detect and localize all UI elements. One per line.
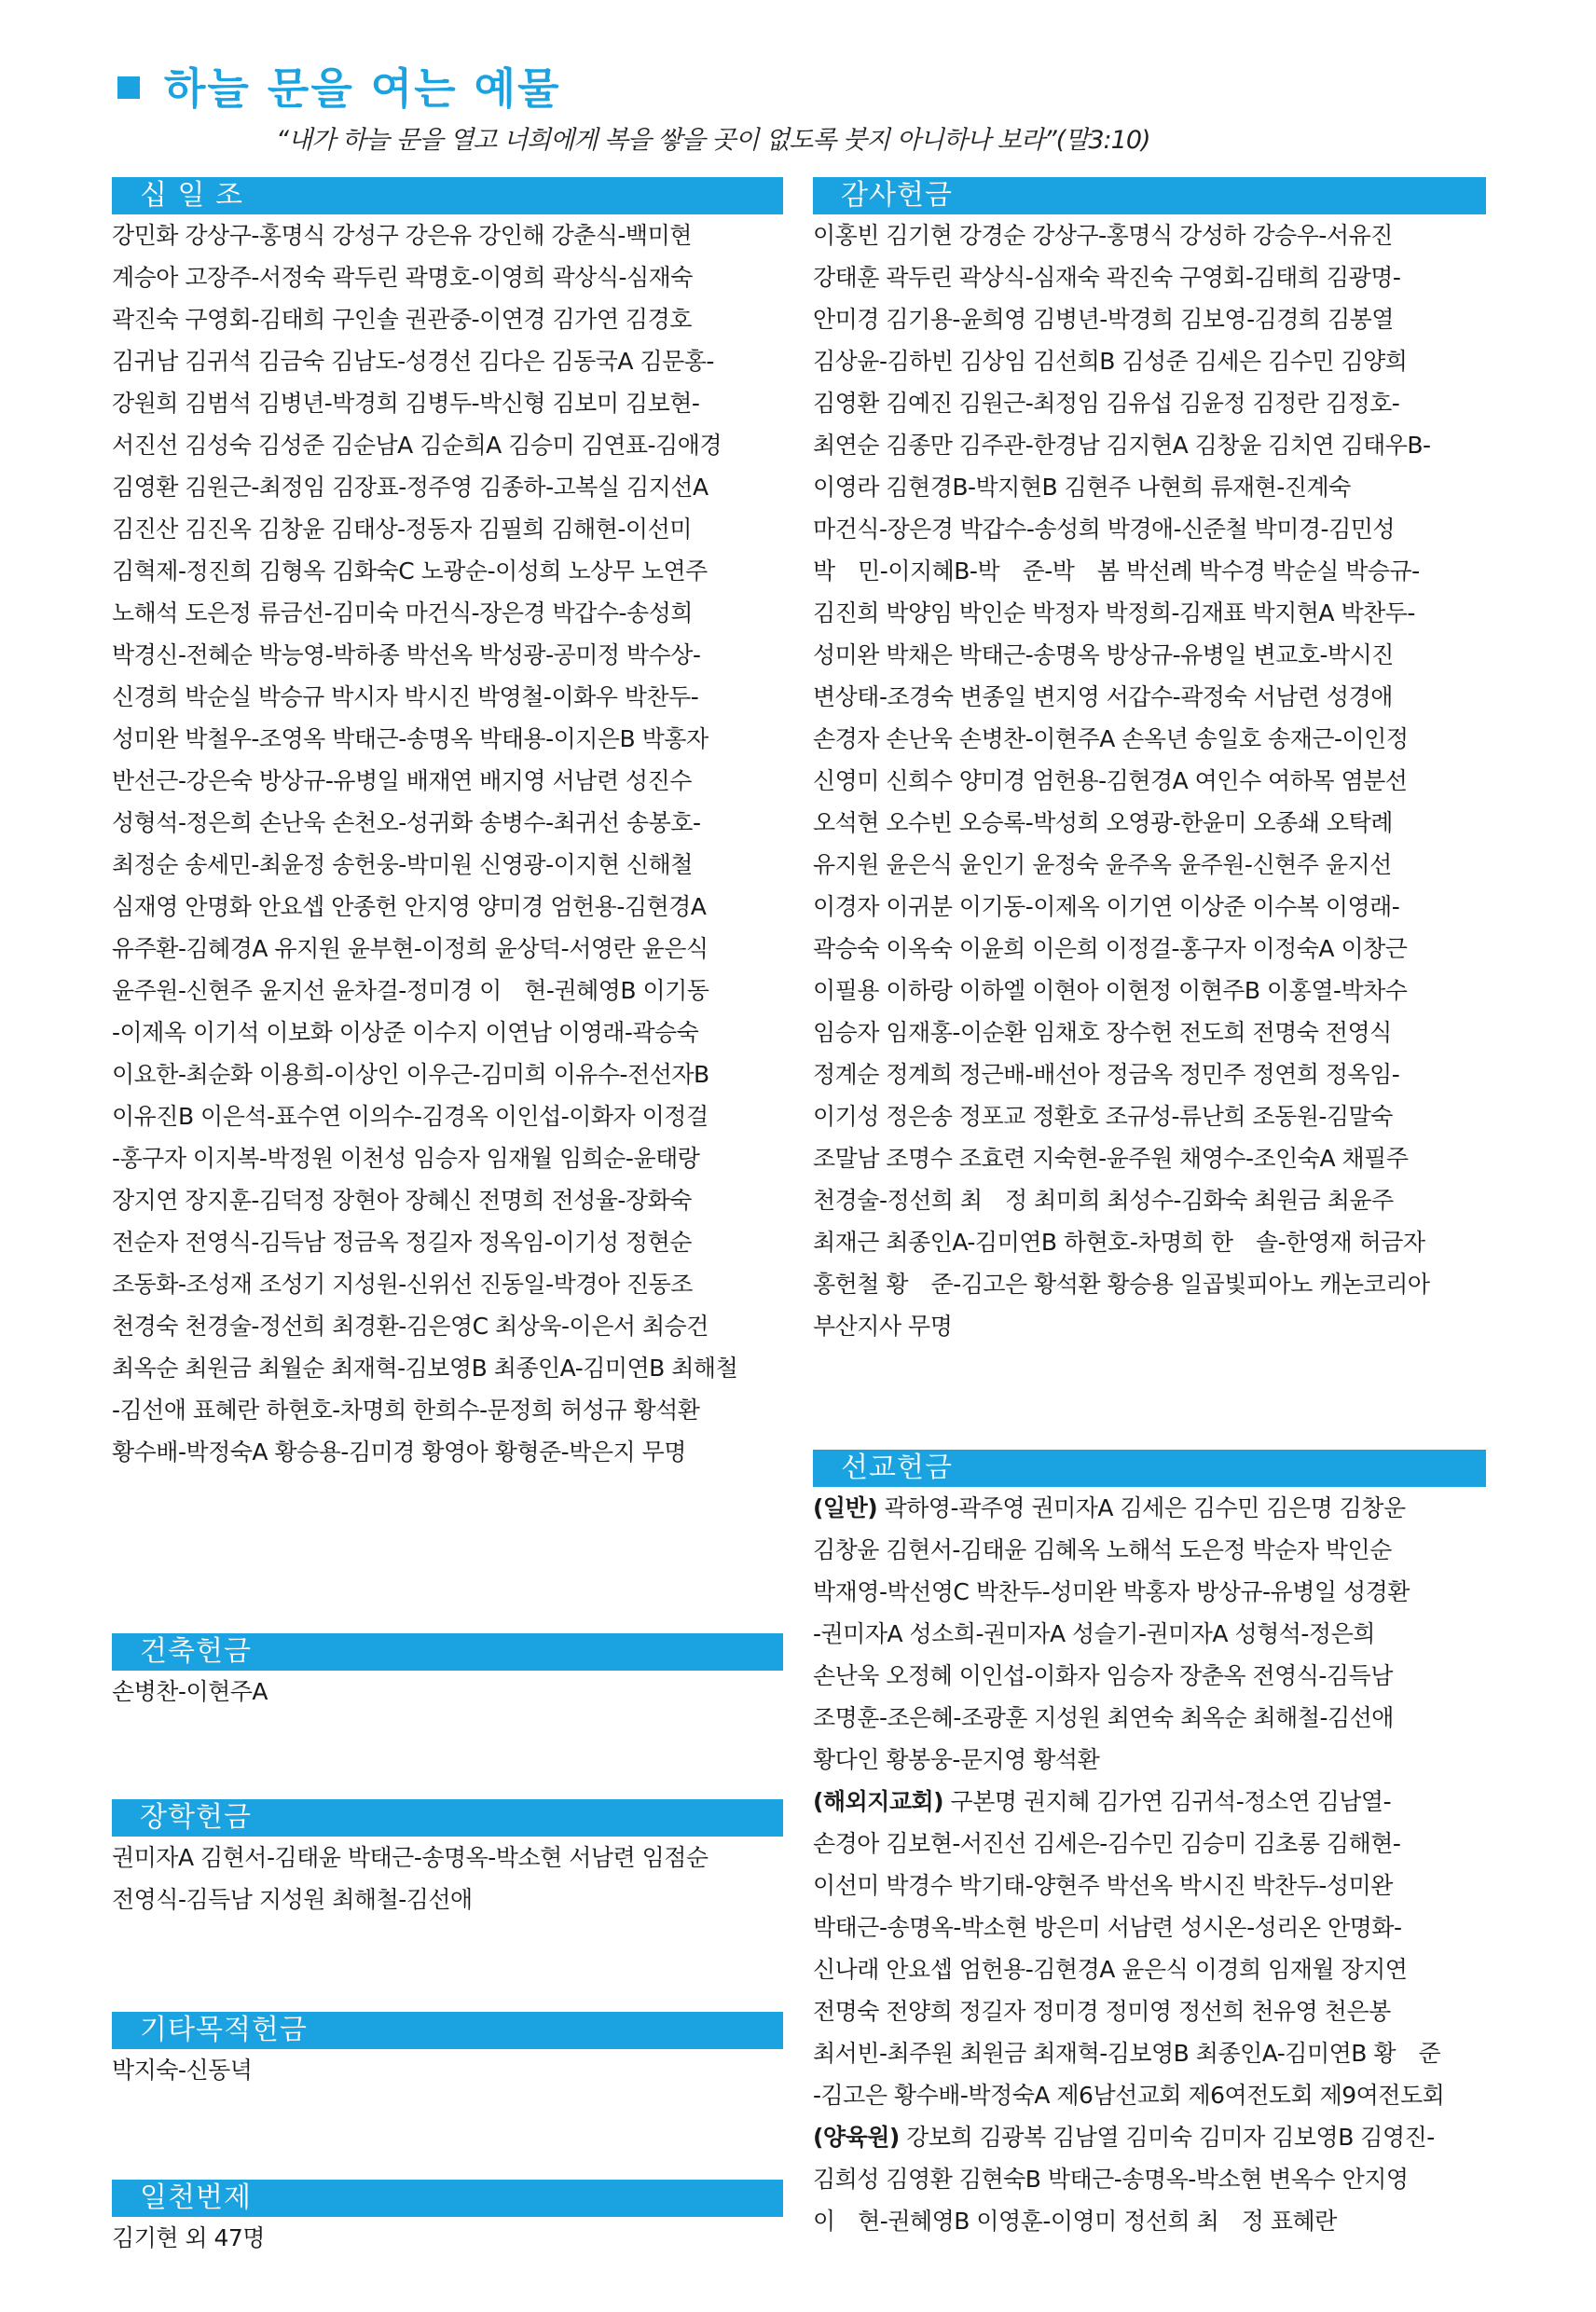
name-line: 최재근 최종인A-김미연B 하현호-차명희 한 솔-한영재 허금자 <box>813 1229 1425 1256</box>
name-list-thousand <box>112 2217 783 2259</box>
name-line: 김기현 외 47명 <box>112 2224 265 2251</box>
section-title-thousand: 일천번제 <box>112 2180 783 2217</box>
name-list-tithe <box>112 214 783 1473</box>
name-line: 정계순 정계희 정근배-배선아 정금옥 정민주 정연희 정옥임- <box>813 1061 1400 1088</box>
name-line: 심재영 안명화 안요셉 안종헌 안지영 양미경 엄헌용-김현경A <box>112 893 707 920</box>
category-tag: (양육원) <box>813 2124 900 2151</box>
name-line: 임승자 임재홍-이순환 임채호 장수헌 전도희 전명숙 전영식 <box>813 1019 1392 1046</box>
name-line <box>813 1865 1486 1906</box>
name-line: 박경신-전혜순 박능영-박하종 박선옥 박성광-공미정 박수상- <box>112 641 701 668</box>
name-line: 윤주원-신현주 윤지선 윤차걸-정미경 이 현-권혜영B 이기동 <box>112 977 709 1004</box>
name-line: 최옥순 최원금 최월순 최재혁-김보영B 최종인A-김미연B 최해철 <box>112 1355 738 1382</box>
name-line: 이필용 이하랑 이하엘 이현아 이현정 이현주B 이홍열-박차수 <box>813 977 1408 1004</box>
name-line: 손경자 손난욱 손병찬-이현주A 손옥년 송일호 송재근-이인정 <box>813 725 1409 752</box>
name-line: 김영환 김원근-최정임 김장표-정주영 김종하-고복실 김지선A <box>112 474 709 501</box>
name-line: 마건식-장은경 박갑수-송성희 박경애-신준철 박미경-김민성 <box>813 516 1396 543</box>
name-list-mission <box>813 1487 1486 2242</box>
name-line <box>813 2200 1486 2242</box>
name-line: 천경숙 천경술-정선희 최경환-김은영C 최상욱-이은서 최승건 <box>112 1313 709 1340</box>
name-line: 박지숙-신동녁 <box>112 2057 253 2084</box>
name-text: 박재영-박선영C 박찬두-성미완 박홍자 방상규-유병일 성경환 <box>813 1578 1410 1605</box>
name-line: 황수배-박정숙A 황승용-김미경 황영아 황형준-박은지 무명 <box>112 1438 686 1466</box>
name-text: 신나래 안요셉 엄헌용-김현경A 윤은식 이경희 임재월 장지연 <box>813 1956 1408 1983</box>
name-line <box>813 2032 1486 2074</box>
name-line: 오석현 오수빈 오승록-박성희 오영광-한윤미 오종쇄 오탁례 <box>813 809 1393 836</box>
name-line <box>813 1529 1486 1571</box>
category-tag: (일반) <box>813 1494 878 1521</box>
name-line: 성미완 박채은 박태근-송명옥 방상규-유병일 변교호-박시진 <box>813 641 1394 668</box>
name-line: -이제옥 이기석 이보화 이상준 이수지 이연남 이영래-곽승숙 <box>112 1019 699 1046</box>
name-line <box>813 1906 1486 1948</box>
name-line: 반선근-강은숙 방상규-유병일 배재연 배지영 서남련 성진수 <box>112 767 692 794</box>
name-line: 최정순 송세민-최윤정 송헌웅-박미원 신영광-이지현 신해철 <box>112 851 693 878</box>
name-line: 서진선 김성숙 김성준 김순남A 김순희A 김승미 김연표-김애경 <box>112 432 722 459</box>
section-title-scholarship: 장학헌금 <box>112 1799 783 1837</box>
name-text: 황다인 황봉웅-문지영 황석환 <box>813 1746 1100 1773</box>
name-line: 안미경 김기용-윤희영 김병년-박경희 김보영-김경희 김봉열 <box>813 306 1394 333</box>
section-thousand <box>112 2180 783 2259</box>
name-line <box>813 1990 1486 2032</box>
name-line: 김영환 김예진 김원근-최정임 김유섭 김윤정 김정란 김정호- <box>813 390 1400 417</box>
name-list-scholarship <box>112 1837 783 1920</box>
name-line: 강원희 김범석 김병년-박경희 김병두-박신형 김보미 김보현- <box>112 390 700 417</box>
name-line: 계승아 고장주-서정숙 곽두린 곽명호-이영희 곽상식-심재숙 <box>112 264 693 291</box>
page-title: 하늘 문을 여는 예물 <box>164 63 561 114</box>
name-line <box>813 1655 1486 1697</box>
name-line: 부산지사 무명 <box>813 1313 953 1340</box>
section-title-other: 기타목적헌금 <box>112 2012 783 2049</box>
name-line: 이홍빈 김기현 강경순 강상구-홍명식 강성하 강승우-서유진 <box>813 222 1393 249</box>
name-text: -김고은 황수배-박정숙A 제6남선교회 제6여전도회 제9여전도회 <box>813 2082 1445 2109</box>
name-line <box>813 1613 1486 1655</box>
name-line: -김선애 표혜란 하현호-차명희 한희수-문정희 허성규 황석환 <box>112 1397 700 1424</box>
name-line: 김진희 박양임 박인순 박정자 박정희-김재표 박지현A 박찬두- <box>813 599 1415 626</box>
name-line: 권미자A 김현서-김태윤 박태근-송명옥-박소현 서남련 임점순 <box>112 1844 709 1871</box>
section-title-tithe: 십 일 조 <box>112 177 783 214</box>
name-line <box>813 1948 1486 1990</box>
name-text: 이 현-권혜영B 이영훈-이영미 정선희 최 정 표혜란 <box>813 2208 1337 2235</box>
name-line: 이기성 정은송 정포교 정환호 조규성-류난희 조동원-김말숙 <box>813 1103 1393 1130</box>
name-line: 성미완 박철우-조영옥 박태근-송명옥 박태용-이지은B 박홍자 <box>112 725 709 752</box>
name-line: 강태훈 곽두린 곽상식-심재숙 곽진숙 구영회-김태희 김광명- <box>813 264 1401 291</box>
name-line <box>813 1487 1486 1529</box>
name-text: 곽하영-곽주영 권미자A 김세은 김수민 김은명 김창운 <box>877 1494 1406 1521</box>
name-line <box>813 1781 1486 1823</box>
name-line: 김상윤-김하빈 김상임 김선희B 김성준 김세은 김수민 김양희 <box>813 348 1408 375</box>
name-text: 김창윤 김현서-김태윤 김혜옥 노해석 도은정 박순자 박인순 <box>813 1536 1392 1563</box>
name-line <box>813 1739 1486 1781</box>
name-line <box>813 1823 1486 1865</box>
section-tithe <box>112 177 783 1473</box>
page-header <box>117 56 561 116</box>
name-line: 곽진숙 구영회-김태희 구인솔 권관중-이연경 김가연 김경호 <box>112 306 692 333</box>
name-line: 조동화-조성재 조성기 지성원-신위선 진동일-박경아 진동조 <box>112 1271 693 1298</box>
name-line: 전영식-김득남 지성원 최해철-김선애 <box>112 1886 473 1913</box>
name-line: 장지연 장지훈-김덕정 장현아 장혜신 전명희 전성율-장화숙 <box>112 1187 692 1214</box>
name-line: 변상태-조경숙 변종일 변지영 서갑수-곽정숙 서남련 성경애 <box>813 683 1393 710</box>
name-line: 전순자 전영식-김득남 정금옥 정길자 정옥임-이기성 정현순 <box>112 1229 692 1256</box>
name-line: 신경희 박순실 박승규 박시자 박시진 박영철-이화우 박찬두- <box>112 683 699 710</box>
name-text: 김희성 김영환 김현숙B 박태근-송명옥-박소현 변옥수 안지영 <box>813 2166 1409 2193</box>
name-line: 성형석-정은희 손난욱 손천오-성귀화 송병수-최귀선 송봉호- <box>112 809 701 836</box>
section-mission <box>813 1450 1486 2242</box>
name-text: 강보희 김광복 김남열 김미숙 김미자 김보영B 김영진- <box>899 2124 1435 2151</box>
scripture-verse: “내가 하늘 문을 열고 너희에게 복을 쌓을 곳이 없도록 붓지 아니하나 보라”(말3:10) <box>276 126 1150 155</box>
name-line <box>813 2116 1486 2158</box>
name-line <box>813 2074 1486 2116</box>
name-line: 천경술-정선희 최 정 최미희 최성수-김화숙 최원금 최윤주 <box>813 1187 1394 1214</box>
section-title-building: 건축헌금 <box>112 1633 783 1671</box>
section-other <box>112 2012 783 2091</box>
name-line: 강민화 강상구-홍명식 강성구 강은유 강인해 강춘식-백미현 <box>112 222 692 249</box>
name-text: 손난욱 오정혜 이인섭-이화자 임승자 장춘옥 전영식-김득남 <box>813 1662 1393 1689</box>
name-line: 이경자 이귀분 이기동-이제옥 이기연 이상준 이수복 이영래- <box>813 893 1400 920</box>
name-line: 김귀남 김귀석 김금숙 김남도-성경선 김다은 김동국A 김문홍- <box>112 348 714 375</box>
name-line: 유지원 윤은식 윤인기 윤정숙 윤주옥 윤주원-신현주 윤지선 <box>813 851 1392 878</box>
section-thanks <box>813 177 1486 1347</box>
name-line: 노해석 도은정 류금선-김미숙 마건식-장은경 박갑수-송성희 <box>112 599 693 626</box>
name-line <box>813 1571 1486 1613</box>
name-line: -홍구자 이지복-박정원 이천성 임승자 임재월 임희순-윤태랑 <box>112 1145 700 1172</box>
section-building <box>112 1633 783 1713</box>
name-line: 홍헌철 황 준-김고은 황석환 황승용 일곱빛피아노 캐논코리아 <box>813 1271 1430 1298</box>
name-line: 이유진B 이은석-표수연 이의수-김경옥 이인섭-이화자 이정걸 <box>112 1103 709 1130</box>
section-title-thanks: 감사헌금 <box>813 177 1486 214</box>
name-text: 손경아 김보현-서진선 김세은-김수민 김승미 김초롱 김해현- <box>813 1830 1401 1857</box>
name-text: 이선미 박경수 박기태-양현주 박선옥 박시진 박찬두-성미완 <box>813 1872 1393 1899</box>
name-line: 유주환-김혜경A 유지원 윤부현-이정희 윤상덕-서영란 윤은식 <box>112 935 709 962</box>
name-text: 조명훈-조은혜-조광훈 지성원 최연숙 최옥순 최해철-김선애 <box>813 1704 1394 1731</box>
name-line: 김진산 김진옥 김창윤 김태상-정동자 김필희 김해현-이선미 <box>112 516 692 543</box>
name-text: 전명숙 전양희 정길자 정미경 정미영 정선희 천유영 천은봉 <box>813 1998 1391 2025</box>
name-list-thanks <box>813 214 1486 1347</box>
name-line: 이요한-최순화 이용희-이상인 이우근-김미희 이유수-전선자B <box>112 1061 709 1088</box>
name-list-other <box>112 2049 783 2091</box>
name-list-building <box>112 1671 783 1713</box>
name-text: 구본명 권지혜 김가연 김귀석-정소연 김남열- <box>943 1788 1392 1815</box>
name-line: 박 민-이지혜B-박 준-박 봄 박선례 박수경 박순실 박승규- <box>813 557 1420 585</box>
name-text: 박태근-송명옥-박소현 방은미 서남련 성시온-성리온 안명화- <box>813 1914 1402 1941</box>
name-line: 최연순 김종만 김주관-한경남 김지현A 김창윤 김치연 김태우B- <box>813 432 1431 459</box>
section-scholarship <box>112 1799 783 1920</box>
name-line: 신영미 신희수 양미경 엄헌용-김현경A 여인수 여하목 염분선 <box>813 767 1408 794</box>
name-line: 김혁제-정진희 김형옥 김화숙C 노광순-이성희 노상무 노연주 <box>112 557 708 585</box>
name-text: 최서빈-최주원 최원금 최재혁-김보영B 최종인A-김미연B 황 준 <box>813 2040 1441 2067</box>
section-title-mission: 선교헌금 <box>813 1450 1486 1487</box>
name-line: 이영라 김현경B-박지현B 김현주 나현희 류재현-진계숙 <box>813 474 1351 501</box>
name-line: 곽승숙 이옥숙 이윤희 이은희 이정걸-홍구자 이정숙A 이창근 <box>813 935 1408 962</box>
name-line: 손병찬-이현주A <box>112 1678 268 1705</box>
title-square-icon <box>117 76 140 99</box>
name-line <box>813 2158 1486 2200</box>
name-text: -권미자A 성소희-권미자A 성슬기-권미자A 성형석-정은희 <box>813 1620 1375 1647</box>
name-line: 조말남 조명수 조효련 지숙현-윤주원 채영수-조인숙A 채필주 <box>813 1145 1409 1172</box>
category-tag: (해외지교회) <box>813 1788 944 1815</box>
name-line <box>813 1697 1486 1739</box>
